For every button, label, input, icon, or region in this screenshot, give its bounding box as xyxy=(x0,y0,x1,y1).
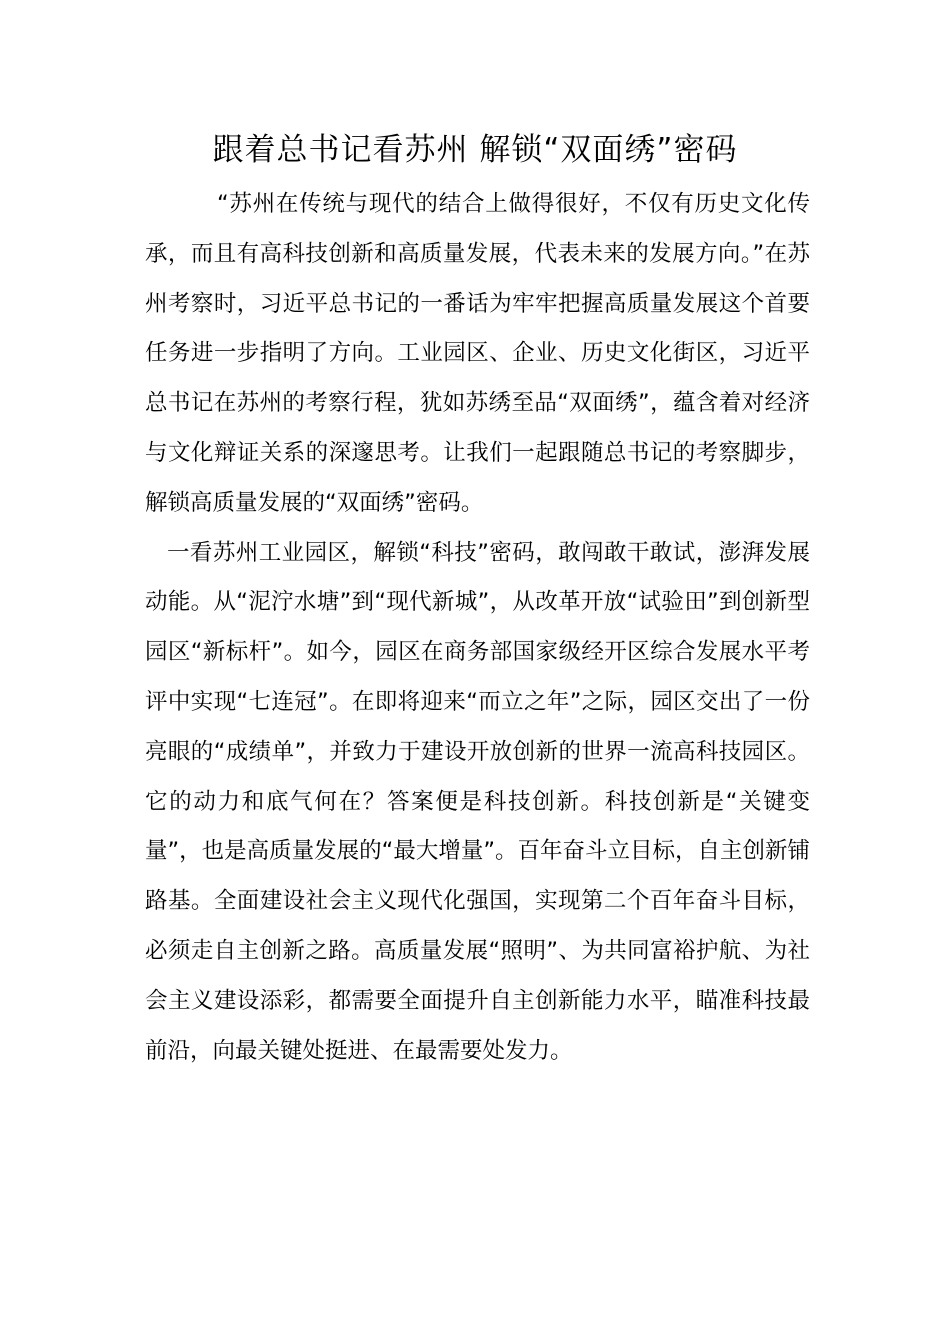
document-body xyxy=(145,180,810,1076)
paragraph-intro: “苏州在传统与现代的结合上做得很好，不仅有历史文化传承，而且有高科技创新和高质量发展，代表未来的发展方向。”在苏州考察时，习近平总书记的一番话为牢牢把握高质量发展这个首要任务进一步指明了方向。工业园区、企业、历史文化街区，习近平总书记在苏州的考察行程，犹如苏绣至品“双面绣”，蕴含着对经济与文化辩证关系的深邃思考。让我们一起跟随总书记的考察脚步，解锁高质量发展的“双面绣”密码。 xyxy=(145,191,810,516)
document-title: 跟着总书记看苏州 解锁“双面绣”密码 xyxy=(212,132,738,168)
paragraph-industrial-park: 一看苏州工业园区，解锁“科技”密码，敢闯敢干敢试，澎湃发展动能。从“泥泞水塘”到“现代新城”，从改革开放“试验田”到创新型园区“新标杆”。如今，园区在商务部国家级经开区综合发展水平考评中实现“七连冠”。在即将迎来“而立之年”之际，园区交出了一份亮眼的“成绩单”，并致力于建设开放创新的世界一流高科技园区。它的动力和底气何在？答案便是科技创新。科技创新是“关键变量”，也是高质量发展的“最大增量”。百年奋斗立目标，自主创新铺路基。全面建设社会主义现代化强国，实现第二个百年奋斗目标，必须走自主创新之路。高质量发展“照明”、为共同富裕护航、为社会主义建设添彩，都需要全面提升自主创新能力水平，瞄准科技最前沿，向最关键处挺进、在最需要处发力。 xyxy=(145,539,810,1064)
